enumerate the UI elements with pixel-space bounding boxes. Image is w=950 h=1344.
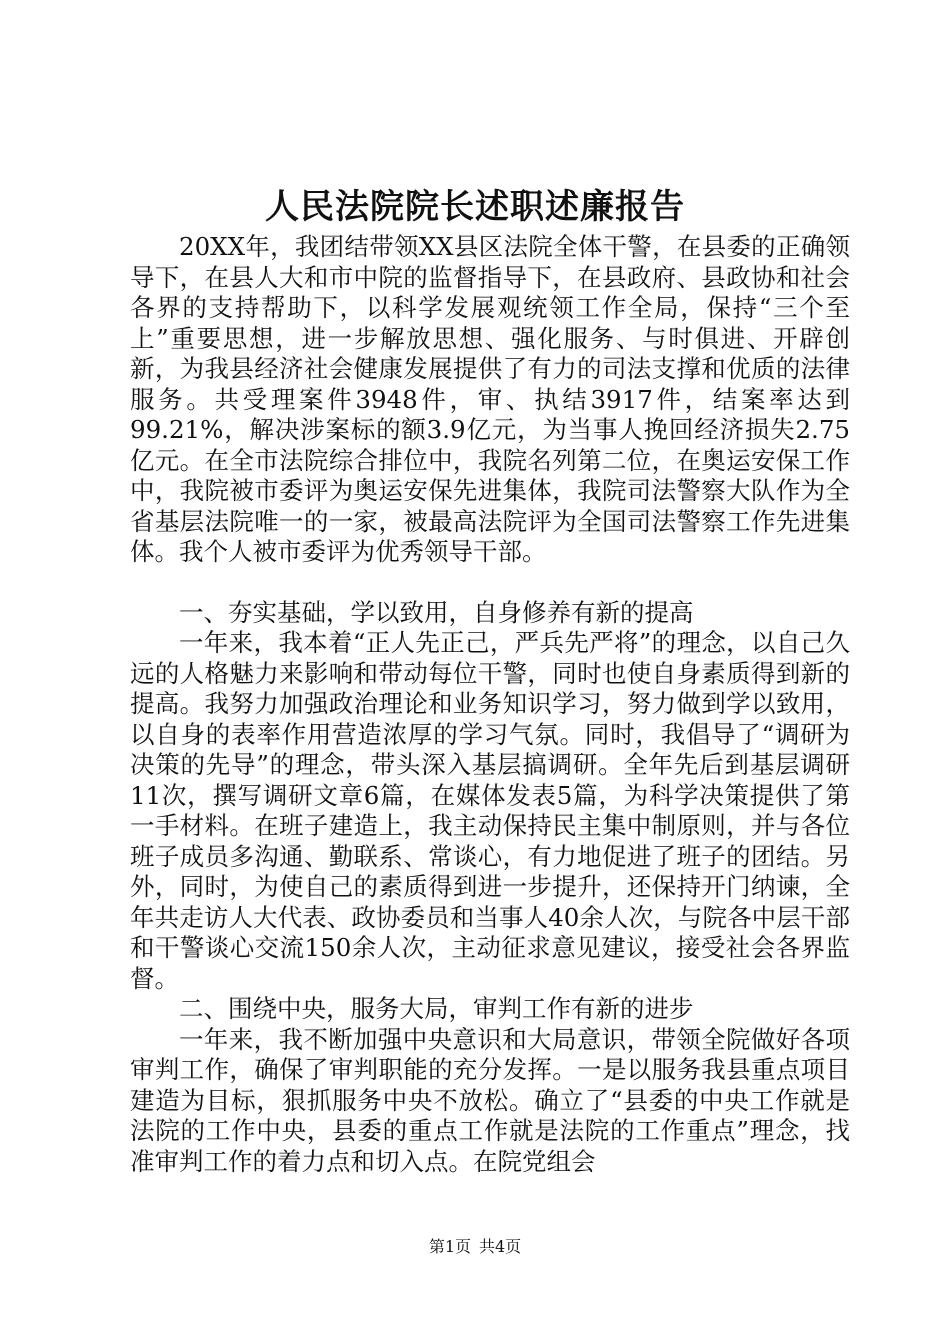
document-title: 人民法院院长述职述廉报告	[265, 187, 685, 227]
paragraph-section-2: 一年来，我不断加强中央意识和大局意识，带领全院做好各项审判工作，确保了审判职能的充分发挥。一是以服务我县重点项目建造为目标，狠抓服务中央不放松。确立了“县委的中央工作就是法院的工作中央，县委的重点工作就是法院的工作重点”理念，找准审判工作的着力点和切入点。在院党组会	[130, 1024, 850, 1176]
paragraph-intro: 20XX年，我团结带领XX县区法院全体干警，在县委的正确领导下，在县人大和市中院的监督指导下，在县政府、县政协和社会各界的支持帮助下，以科学发展观统领工作全局，保持“三个至上”重要思想，进一步解放思想、强化服务、与时俱进、开辟创新，为我县经济社会健康发展提供了有力的司法支撑和优质的法律服务。共受理案件3948件，审、执结3917件，结案率达到99.21%，解决涉案标的额3.9亿元，为当事人挽回经济损失2.75亿元。在全市法院综合排位中，我院名列第二位，在奥运安保工作中，我院被市委评为奥运安保先进集体，我院司法警察大队作为全省基层法院唯一的一家，被最高法院评为全国司法警察工作先进集体。我个人被市委评为优秀领导干部。	[130, 232, 850, 566]
section-heading-1: 一、夯实基础，学以致用，自身修养有新的提高	[179, 597, 694, 627]
page-number: 第1页	[428, 1237, 471, 1256]
document-body	[130, 232, 850, 1177]
paragraph-section-1: 一年来，我本着“正人先正己，严兵先严将”的理念，以自己久远的人格魅力来影响和带动每位干警，同时也使自身素质得到新的提高。我努力加强政治理论和业务知识学习，努力做到学以致用，以自身的表率作用营造浓厚的学习气氛。同时，我倡导了“调研为决策的先导”的理念，带头深入基层搞调研。全年先后到基层调研11次，撰写调研文章6篇，在媒体发表5篇，为科学决策提供了第一手材料。在班子建造上，我主动保持民主集中制原则，并与各位班子成员多沟通、勤联系、常谈心，有力地促进了班子的团结。另外，同时，为使自己的素质得到进一步提升，还保持开门纳谏，全年共走访人大代表、政协委员和当事人40余人次，与院各中层干部和干警谈心交流150余人次，主动征求意见建议，接受社会各界监督。	[130, 628, 850, 993]
page-footer	[0, 1236, 950, 1258]
page-total: 共4页	[479, 1237, 522, 1256]
section-heading-2: 二、围绕中央，服务大局，审判工作有新的进步	[179, 994, 694, 1023]
